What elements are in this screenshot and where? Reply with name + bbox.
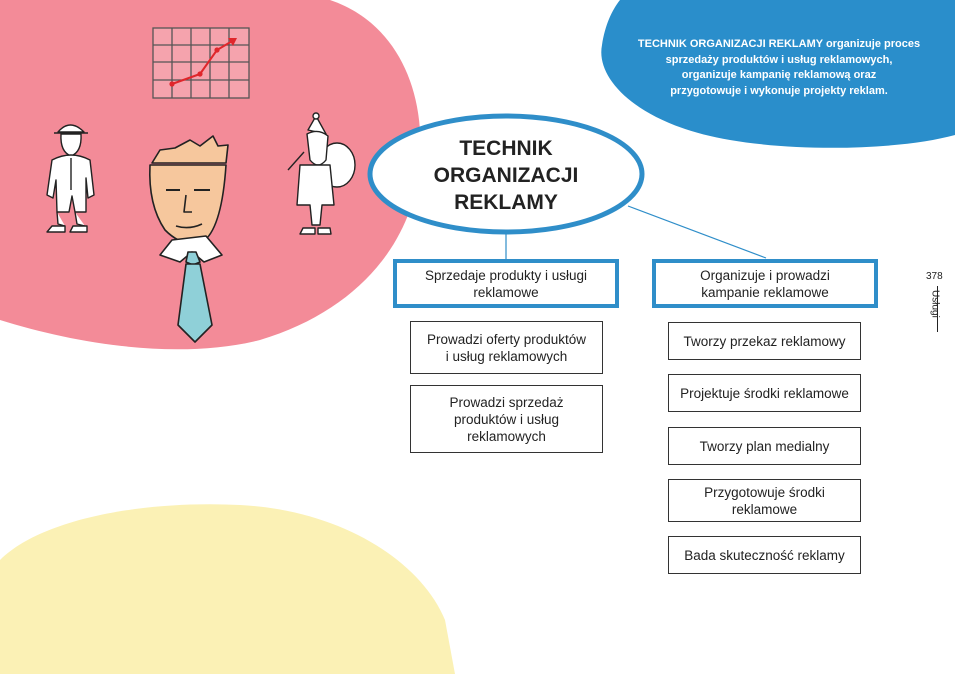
task-message	[668, 322, 861, 360]
branch-sales-line2: reklamowe	[473, 284, 539, 300]
task-offers	[410, 321, 603, 374]
branch-campaigns	[652, 259, 878, 308]
task-prepare-line2: reklamowe	[731, 501, 798, 517]
title-line1: TECHNIK	[459, 137, 553, 160]
central-title	[375, 135, 637, 216]
task-effectiveness	[668, 536, 861, 574]
branch-campaigns-line2: kampanie reklamowe	[701, 284, 829, 300]
task-sales-line3: reklamowych	[467, 428, 546, 444]
task-sales	[410, 385, 603, 453]
description-line2: sprzedaży produktów i usług reklamowych,	[665, 53, 893, 66]
task-prepare	[668, 479, 861, 522]
branch-campaigns-line1: Organizuje i prowadzi	[700, 267, 830, 283]
task-design	[668, 374, 861, 412]
description-bold-lead: TECHNIK ORGANIZACJI REKLAMY	[637, 38, 823, 50]
task-media-plan-line1: Tworzy plan medialny	[699, 438, 830, 454]
connector-right	[628, 206, 766, 258]
task-offers-line1: Prowadzi oferty produktów	[426, 331, 587, 347]
title-line3: REKLAMY	[454, 191, 558, 214]
branch-sales-line1: Sprzedaje produkty i usługi	[424, 267, 588, 283]
task-sales-line2: produktów i usług	[453, 411, 560, 427]
page-number: 378	[926, 271, 943, 282]
section-label: Usługi	[929, 290, 941, 318]
yellow-blob	[0, 504, 455, 674]
title-line2: ORGANIZACJI	[433, 164, 579, 187]
branch-sales	[393, 259, 619, 308]
task-offers-line2: i usług reklamowych	[445, 348, 568, 364]
description-line4: przygotowuje i wykonuje projekty reklam.	[670, 84, 888, 97]
task-effectiveness-line1: Bada skuteczność reklamy	[684, 547, 845, 563]
task-message-line1: Tworzy przekaz reklamowy	[683, 333, 846, 349]
description-line1: organizuje proces	[822, 38, 921, 50]
task-prepare-line1: Przygotowuje środki	[704, 484, 825, 500]
task-design-line1: Projektuje środki reklamowe	[680, 385, 849, 401]
description-text	[620, 37, 938, 99]
task-sales-line1: Prowadzi sprzedaż	[449, 394, 564, 410]
description-line3: organizuje kampanię reklamową oraz	[681, 69, 877, 81]
task-media-plan	[668, 427, 861, 465]
